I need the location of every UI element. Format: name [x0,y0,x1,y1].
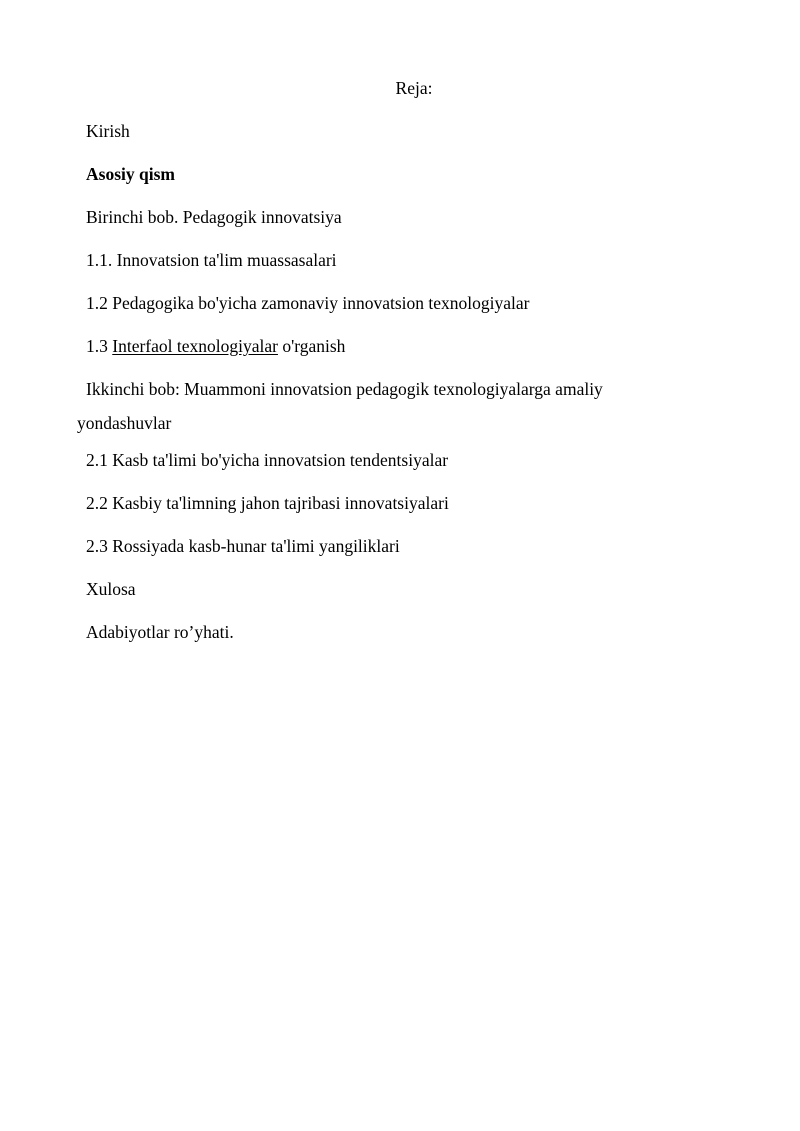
toc-entry-introduction: Kirish [86,121,130,141]
toc-entry-1-3-prefix: 1.3 [86,336,113,356]
table-of-contents [77,120,697,664]
toc-entry-1-3 [77,335,697,357]
toc-entry-2-3: 2.3 Rossiyada kasb-hunar ta'limi yangiliklari [86,536,400,556]
toc-entry-main-part: Asosiy qism [86,164,175,184]
toc-entry-1-1: 1.1. Innovatsion ta'lim muassasalari [86,250,337,270]
toc-entry-1-2: 1.2 Pedagogika bo'yicha zamonaviy innovatsion texnologiyalar [86,293,530,313]
toc-entry-conclusion: Xulosa [86,579,136,599]
toc-entry-chapter-1: Birinchi bob. Pedagogik innovatsiya [86,207,342,227]
toc-entry-references: Adabiyotlar ro’yhati. [86,622,234,642]
toc-entry-1-3-suffix: o'rganish [277,336,346,356]
interactive-technologies-link[interactable]: Interfaol texnologiyalar [112,336,278,356]
toc-entry-2-2: 2.2 Kasbiy ta'limning jahon tajribasi innovatsiyalari [86,493,449,513]
plan-title: Reja: [395,78,433,98]
toc-entry-chapter-2: Ikkinchi bob: Muammoni innovatsion pedagogik texnologiyalarga amaliy yondashuvlar [77,379,603,433]
toc-entry-2-1: 2.1 Kasb ta'limi bo'yicha innovatsion tendentsiyalar [86,450,449,470]
